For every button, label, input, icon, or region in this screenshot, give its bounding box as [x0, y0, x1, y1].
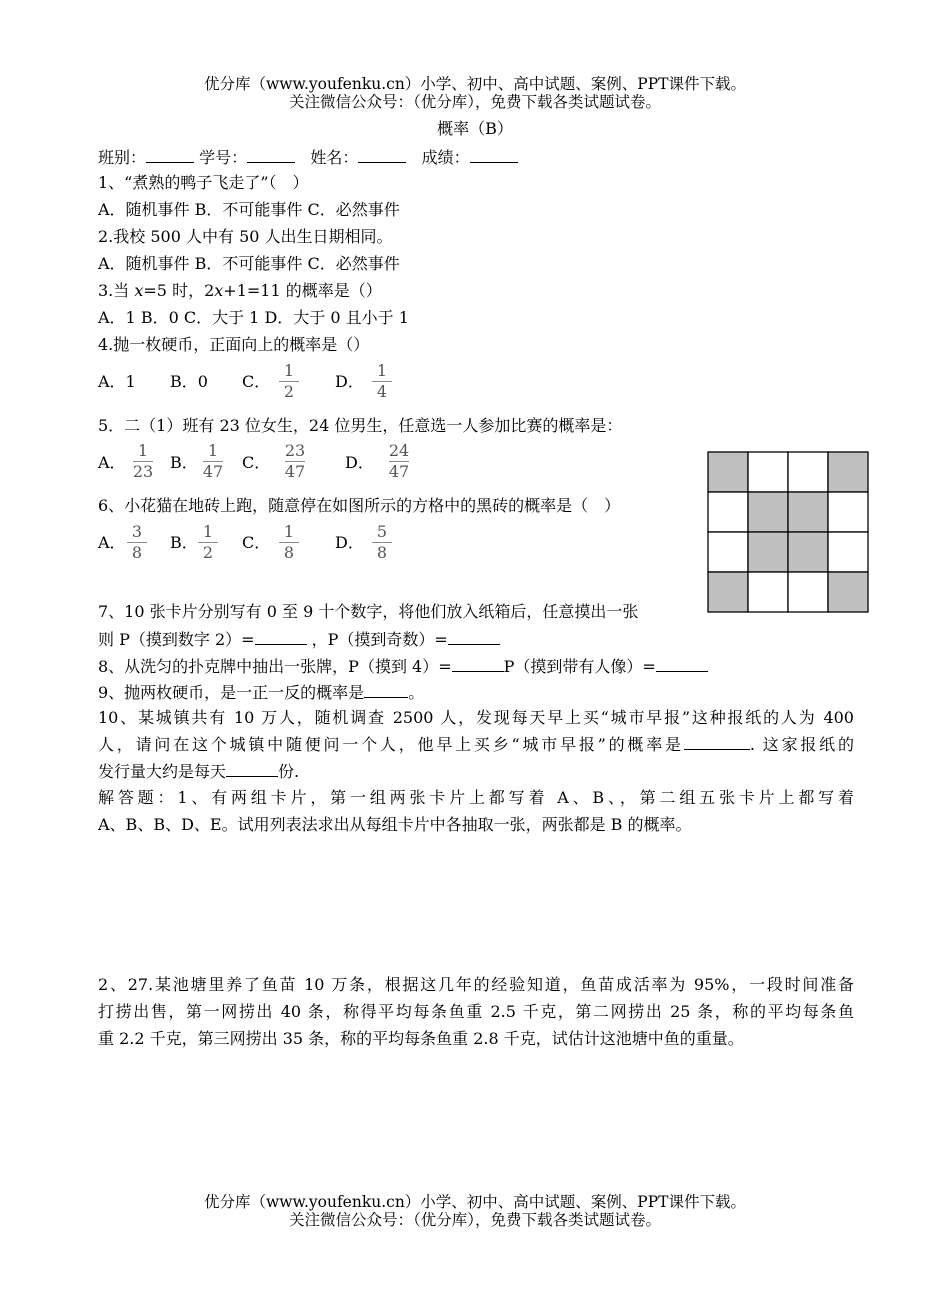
shaded-tile: [748, 492, 788, 532]
q8-part-1: 8、从洗匀的扑克牌中抽出一张牌，P（摸到 4）=: [98, 657, 452, 676]
fraction-denominator: 8: [376, 543, 388, 562]
q7-blank-2[interactable]: [448, 629, 500, 645]
shaded-tile: [828, 572, 868, 612]
class-label: 班别：: [98, 148, 147, 167]
q10-line-3: [98, 759, 299, 785]
shaded-tile: [708, 452, 748, 492]
fraction-numerator: 23: [284, 441, 306, 460]
q8-blank-2[interactable]: [656, 656, 708, 672]
q9-part-1: 9、抛两枚硬币，是一正一反的概率是: [98, 683, 365, 702]
white-tile: [748, 452, 788, 492]
fraction-denominator: 23: [132, 462, 154, 481]
q6-fraction-c: [277, 523, 301, 562]
page-title: 概率（B）: [437, 119, 513, 138]
q7-blank-1[interactable]: [255, 629, 307, 645]
q5-option-d: D．: [345, 453, 374, 472]
fraction-numerator: 5: [376, 522, 388, 541]
white-tile: [788, 572, 828, 612]
shaded-tile: [788, 492, 828, 532]
fraction-numerator: 1: [376, 361, 388, 380]
q7-line-2: [98, 629, 500, 650]
q6-fraction-d: [370, 523, 394, 562]
q5-stem: 5．二（1）班有 23 位女生，24 位男生，任意选一人参加比赛的概率是：: [98, 416, 623, 435]
q7-line-1: 7、10 张卡片分别写有 0 至 9 十个数字，将他们放入纸箱后，任意摸出一张: [98, 602, 639, 621]
tile-grid-figure: [707, 451, 871, 615]
essay-1-line-1: 解答题：1、有两组卡片，第一组两张卡片上都写着 A、B、，第二组五张卡片上都写着: [98, 788, 854, 807]
essay-2-line-3: 重 2.2 千克，第三网捞出 35 条，称的平均每条鱼重 2.8 千克，试估计这池塘中鱼的重量。: [98, 1029, 744, 1048]
score-label: 成绩：: [421, 148, 470, 167]
q4-fraction-d: [370, 362, 394, 401]
white-tile: [708, 492, 748, 532]
q10-part-2b: . 这家报纸的: [749, 735, 854, 754]
name-blank[interactable]: [358, 147, 406, 163]
q5-option-b: B．: [170, 453, 198, 472]
q8-line: [98, 656, 708, 677]
q10-line-1: 10、某城镇共有 10 万人，随机调查 2500 人，发现每天早上买“城市早报”这种报纸的人为 400: [98, 708, 854, 727]
q9-blank[interactable]: [364, 682, 408, 698]
q2-options: A．随机事件 B．不可能事件 C．必然事件: [98, 254, 400, 273]
fraction-denominator: 2: [283, 382, 295, 401]
number-label: 学号：: [199, 148, 248, 167]
name-label: 姓名：: [310, 148, 359, 167]
q4-option-a: A．1: [98, 372, 136, 391]
essay-2-line-2: 打捞出售，第一网捞出 40 条，称得平均每条鱼重 2.5 千克，第二网捞出 25 条，称的平均每条鱼: [98, 1002, 854, 1021]
q3-stem-part-c: +1=11 的概率是（）: [223, 281, 382, 300]
class-blank[interactable]: [146, 147, 194, 163]
q3-stem: [98, 281, 382, 301]
q4-fraction-c: [277, 362, 301, 401]
fraction-denominator: 47: [284, 462, 306, 481]
q9-line: [98, 682, 424, 703]
q6-option-d: D．: [335, 533, 364, 552]
q10-blank-1[interactable]: [684, 734, 750, 750]
shaded-tile: [748, 532, 788, 572]
q9-part-2: 。: [408, 683, 425, 702]
fraction-denominator: 8: [131, 543, 143, 562]
header-line-1: 优分库（www.youfenku.cn）小学、初中、高中试题、案例、PPT课件下载。: [203, 75, 747, 93]
q5-fraction-d: [387, 442, 411, 481]
shaded-tile: [788, 532, 828, 572]
fraction-numerator: 24: [388, 441, 410, 460]
q4-stem: 4.抛一枚硬币，正面向上的概率是（）: [98, 335, 370, 354]
q6-option-c: C．: [242, 533, 271, 552]
fraction-numerator: 1: [202, 522, 214, 541]
q10-blank-2[interactable]: [226, 761, 278, 777]
q7-part-2: ，P（摸到奇数）=: [311, 630, 448, 649]
q8-blank-1[interactable]: [452, 656, 504, 672]
q7-part-1: 则 P（摸到数字 2）=: [98, 630, 255, 649]
q6-fraction-a: [125, 523, 149, 562]
shaded-tile: [828, 452, 868, 492]
q5-fraction-a: [131, 442, 155, 481]
footer-line-1: 优分库（www.youfenku.cn）小学、初中、高中试题、案例、PPT课件下载。: [203, 1193, 747, 1211]
q3-stem-part-b: =5 时，2: [143, 281, 215, 300]
number-blank[interactable]: [247, 147, 295, 163]
student-info: [98, 147, 518, 168]
q3-var-x-2: x: [214, 281, 224, 300]
fraction-numerator: 1: [283, 361, 295, 380]
q6-stem: 6、小花猫在地砖上跑，随意停在如图所示的方格中的黑砖的概率是（ ）: [98, 496, 621, 515]
fraction-numerator: 1: [283, 522, 295, 541]
q4-option-c: C．: [242, 372, 271, 391]
q10-line-2: [98, 732, 854, 758]
essay-2-line-1: 2、27.某池塘里养了鱼苗 10 万条，根据这几年的经验知道，鱼苗成活率为 95%，一段时间准备: [98, 975, 854, 994]
white-tile: [828, 532, 868, 572]
q3-stem-part-a: 3.当: [98, 281, 135, 300]
white-tile: [788, 452, 828, 492]
q3-var-x: x: [134, 281, 144, 300]
q3-options: A．1 B．0 C．大于 1 D．大于 0 且小于 1: [98, 308, 409, 327]
fraction-denominator: 47: [202, 462, 224, 481]
fraction-numerator: 3: [131, 522, 143, 541]
fraction-numerator: 1: [137, 441, 149, 460]
q6-option-a: A．: [98, 533, 126, 552]
q1-options: A．随机事件 B．不可能事件 C．必然事件: [98, 200, 400, 219]
white-tile: [748, 572, 788, 612]
fraction-denominator: 47: [388, 462, 410, 481]
q10-part-2a: 人，请问在这个城镇中随便问一个人，他早上买乡“城市早报”的概率是: [98, 735, 684, 754]
fraction-denominator: 4: [376, 382, 388, 401]
q5-option-c: C．: [242, 453, 271, 472]
white-tile: [708, 532, 748, 572]
q5-fraction-c: [283, 442, 307, 481]
essay-1-line-2: A、B、B、D、E。试用列表法求出从每组卡片中各抽取一张，两张都是 B 的概率。: [98, 815, 692, 834]
q6-option-b: B．: [170, 533, 198, 552]
q4-option-b: B．0: [170, 372, 208, 391]
q2-stem: 2.我校 500 人中有 50 人出生日期相同。: [98, 227, 393, 246]
fraction-denominator: 2: [202, 543, 214, 562]
score-blank[interactable]: [470, 147, 518, 163]
q8-part-2: P（摸到带有人像）=: [503, 657, 656, 676]
q10-part-3b: 份.: [278, 762, 300, 781]
shaded-tile: [708, 572, 748, 612]
header-line-2: 关注微信公众号：（优分库），免费下载各类试题试卷。: [288, 93, 661, 111]
footer-line-2: 关注微信公众号：（优分库），免费下载各类试题试卷。: [288, 1211, 661, 1229]
q10-part-3a: 发行量大约是每天: [98, 762, 227, 781]
q5-fraction-b: [201, 442, 225, 481]
q6-fraction-b: [196, 523, 220, 562]
fraction-denominator: 8: [283, 543, 295, 562]
q4-option-d: D．: [335, 372, 364, 391]
fraction-numerator: 1: [207, 441, 219, 460]
q5-option-a: A．: [98, 453, 126, 472]
q1-stem: 1、“煮熟的鸭子飞走了”（ ）: [98, 173, 309, 192]
white-tile: [828, 492, 868, 532]
